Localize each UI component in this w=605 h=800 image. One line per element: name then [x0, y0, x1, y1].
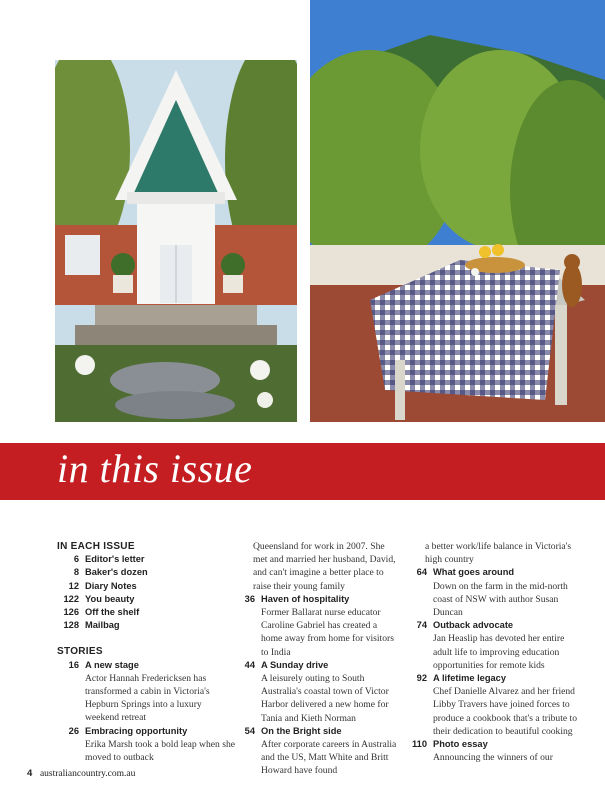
story-description: A leisurely outing to South Australia's coastal town of Victor Harbor delivered a new home for Tania and Kieth Norman — [261, 673, 389, 724]
story-title: A Sunday drive — [261, 659, 329, 670]
item-label: Baker's dozen — [85, 567, 148, 578]
page-number: 110 — [412, 739, 427, 750]
page-number: 74 — [416, 620, 427, 631]
page-number: 36 — [244, 593, 255, 604]
list-item[interactable] — [57, 606, 235, 619]
page-number: 6 — [73, 554, 79, 565]
page-number: 92 — [416, 673, 427, 684]
story-description: Former Ballarat nurse educator Caroline Gabriel has created a home away from home for visitors to India — [261, 607, 394, 658]
story-entry[interactable] — [405, 672, 580, 738]
page-number: 26 — [68, 725, 79, 736]
story-entry[interactable] — [233, 659, 398, 725]
page-number: 122 — [63, 593, 79, 604]
list-item[interactable] — [57, 553, 235, 566]
in-each-issue-heading: IN EACH ISSUE — [57, 541, 135, 552]
story-description: Announcing the winners of our — [433, 752, 553, 764]
website-link[interactable]: australiancountry.com.au — [39, 769, 136, 779]
story-entry[interactable] — [405, 566, 580, 619]
story-description-continued: a better work/life balance in Victoria's high country — [425, 541, 572, 566]
contents-column-3 — [405, 540, 580, 764]
story-entry[interactable] — [405, 738, 580, 764]
issue-banner — [0, 443, 605, 500]
page-folio — [27, 768, 135, 779]
story-entry[interactable] — [233, 593, 398, 659]
item-label: Editor's letter — [85, 554, 145, 565]
page-number: 44 — [244, 659, 255, 670]
story-title: A new stage — [85, 659, 139, 670]
list-item[interactable] — [57, 593, 235, 606]
story-title: Photo essay — [433, 739, 488, 750]
list-item[interactable] — [57, 619, 235, 632]
page-number: 54 — [244, 725, 255, 736]
item-label: Diary Notes — [85, 580, 137, 591]
page-number: 8 — [73, 567, 79, 578]
story-description: Actor Hannah Fredericksen has transformed a cabin in Victoria's Hepburn Springs into a luxury weekend retreat — [85, 672, 210, 724]
story-title: On the Bright side — [261, 725, 342, 736]
item-label: You beauty — [85, 593, 135, 604]
picnic-table-photo — [310, 0, 605, 422]
story-entry[interactable] — [405, 619, 580, 672]
story-description-continued: Queensland for work in 2007. She met and married her husband, David, and can't imagine a better place to raise their young family — [253, 541, 396, 592]
page-number: 16 — [68, 659, 79, 670]
story-title: What goes around — [433, 567, 515, 578]
stories-heading: STORIES — [57, 646, 103, 658]
story-title: Outback advocate — [433, 620, 514, 631]
contents-column-2 — [233, 540, 398, 778]
story-entry[interactable] — [57, 659, 235, 725]
story-description: Down on the farm in the mid-north coast of NSW with author Susan Duncan — [433, 580, 568, 619]
page-number: 126 — [63, 607, 79, 618]
item-label: Off the shelf — [85, 607, 140, 618]
story-title: A lifetime legacy — [433, 673, 507, 684]
story-description: Jan Heaslip has devoted her entire adult life to improving education opportunities for remote kids — [433, 633, 565, 671]
story-title: Haven of hospitality — [261, 593, 350, 604]
list-item[interactable] — [57, 566, 235, 579]
story-description: After corporate careers in Australia and the US, Matt White and Britt Howard have found — [261, 739, 397, 777]
story-entry[interactable] — [233, 725, 398, 778]
banner-title: in this issue — [57, 446, 253, 491]
story-description: Erika Marsh took a bold leap when she moved to outback — [85, 738, 235, 764]
contents-column-1 — [57, 540, 235, 764]
story-title: Embracing opportunity — [85, 725, 188, 736]
cottage-photo — [55, 60, 297, 422]
story-description: Chef Danielle Alvarez and her friend Libby Travers have joined forces to produce a cookbook that's a tribute to their dedication to beautiful cooking — [433, 686, 577, 737]
item-label: Mailbag — [85, 620, 120, 631]
page-number: 128 — [63, 620, 79, 631]
page-number: 12 — [68, 580, 79, 591]
list-item[interactable] — [57, 580, 235, 593]
story-entry[interactable] — [57, 725, 235, 765]
page-number-footer: 4 — [27, 768, 33, 779]
page-number: 64 — [416, 567, 427, 578]
